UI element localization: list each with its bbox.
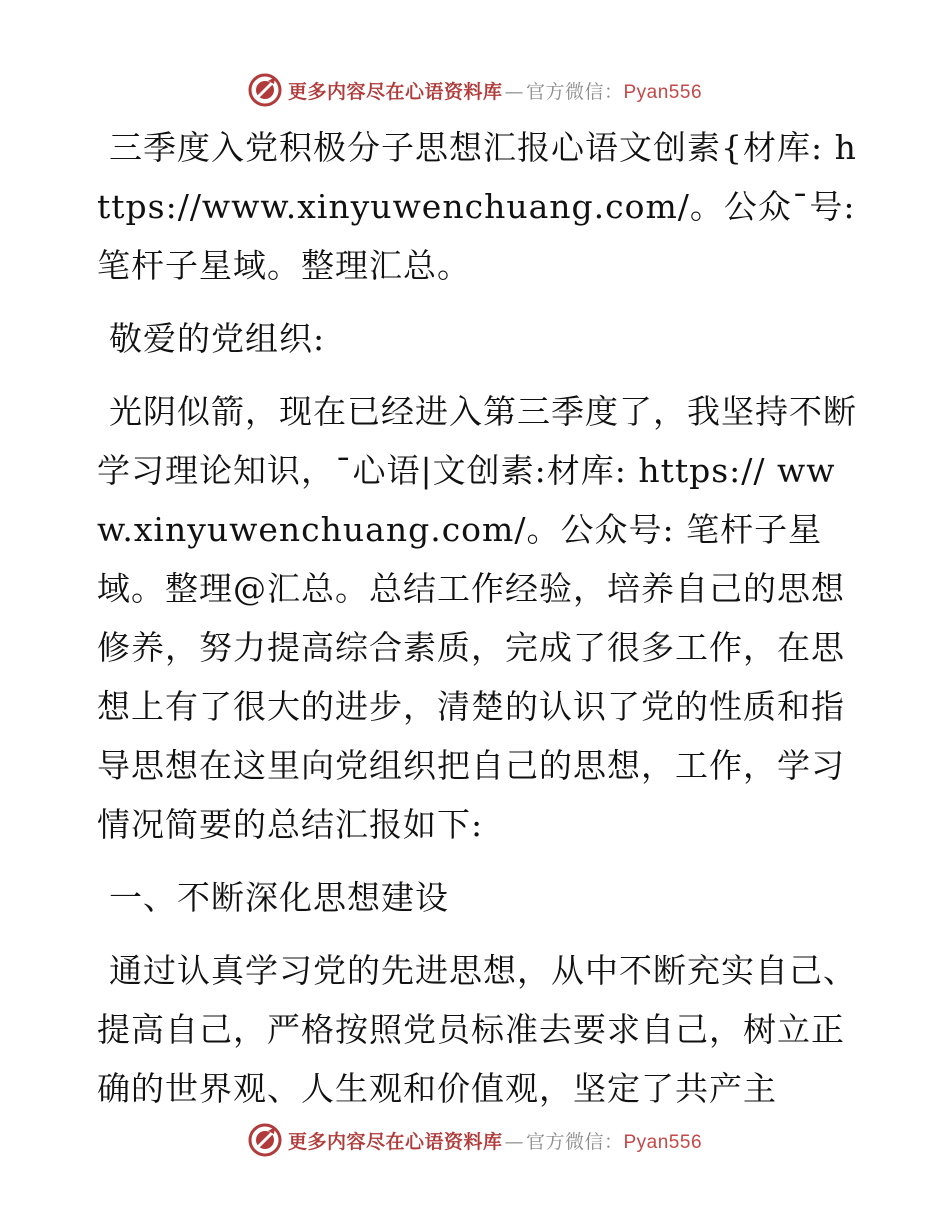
banner-title: 更多内容尽在心语资料库: [287, 1130, 503, 1153]
salutation: 敬爱的党组织:: [109, 319, 326, 358]
body-paragraph: 通过认真学习党的先进思想，从中不断充实自己、提高自己，严格按照党员标准去要求自己，树立正确的世界观、人生观和价值观，坚定了共产主: [97, 951, 857, 1108]
banner-wechat-id: Pyan556: [623, 1131, 703, 1153]
footer-banner: [0, 1120, 950, 1160]
seal-logo-icon: [248, 73, 282, 107]
banner-wechat-id: Pyan556: [623, 81, 703, 103]
banner-separator: —: [504, 1130, 524, 1153]
seal-logo-icon: [248, 1123, 282, 1157]
banner-subtitle: 官方微信：: [525, 80, 624, 103]
section-heading: 一、不断深化思想建设: [109, 878, 449, 917]
intro-paragraph: 三季度入党积极分子思想汇报心语文创素{材库: https://www.xinyuwenchuang.com/。公众¯号: 笔杆子星域。整理汇总。: [97, 128, 857, 285]
banner-text: [288, 77, 702, 104]
document-body: [97, 118, 857, 1132]
banner-separator: —: [504, 80, 524, 103]
banner-subtitle: 官方微信：: [525, 1130, 624, 1153]
banner-title: 更多内容尽在心语资料库: [287, 80, 503, 103]
body-paragraph: 光阴似箭，现在已经进入第三季度了，我坚持不断学习理论知识，¯心语|文创素:材库: https:// www.xinyuwenchuang.com/。公众号: 笔杆子星域。整理@汇总。总结工作经验，培养自己的思想修养，努力提高综合素质，完成了很多工作，在思想上有了很大的进步，清楚的认识了党的性质和指导思想在这里向党组织把自己的思想，工作，学习情况简要的总结汇报如下:: [97, 392, 857, 844]
banner-text: [288, 1127, 702, 1154]
header-banner: [0, 70, 950, 110]
